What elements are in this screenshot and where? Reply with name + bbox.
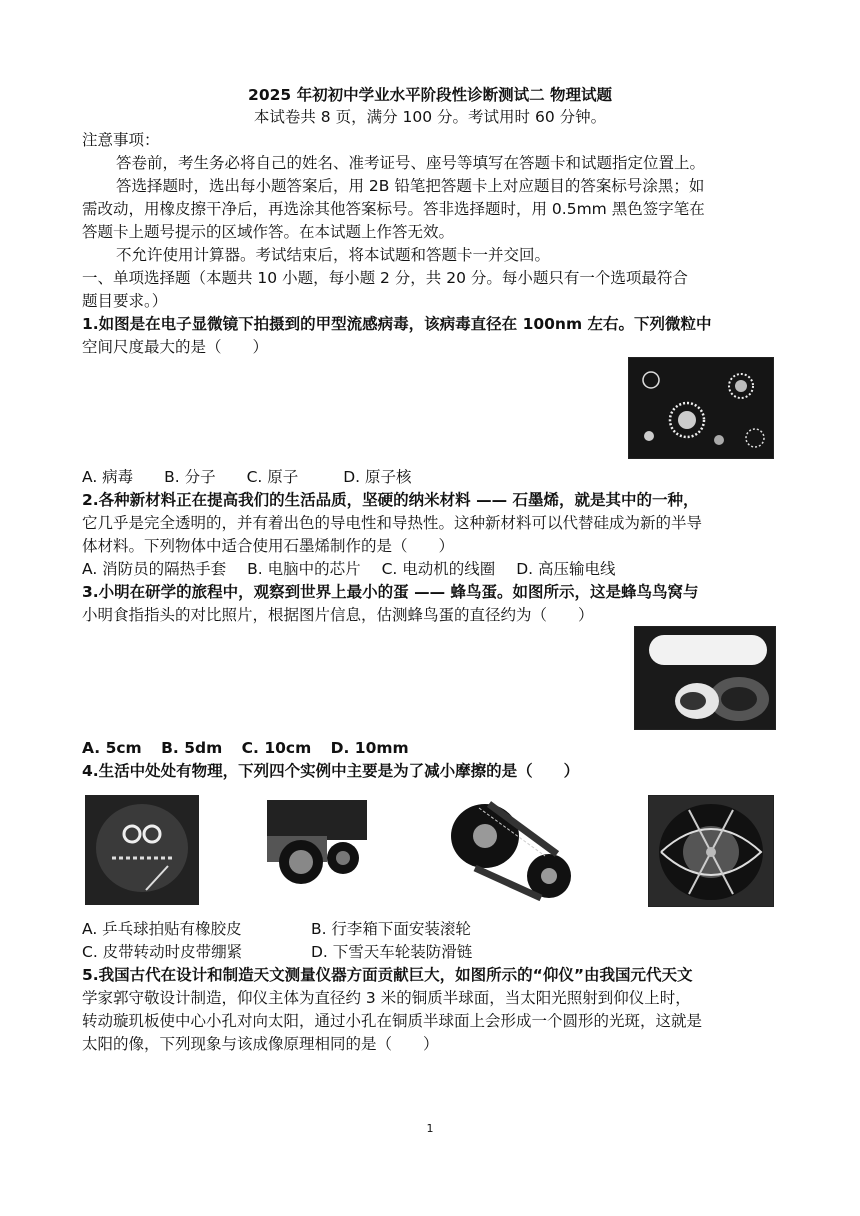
snow-chain-tire-photo-icon [648,795,774,907]
section-heading: 一、单项选择题（本题共 10 小题，每小题 2 分，共 20 分。每小题只有一个选项最符合 [82,269,688,287]
question-4-options-row-1 [82,918,471,940]
option-a[interactable]: A. 病毒 [82,468,134,486]
suitcase-wheels-photo-icon [262,795,372,897]
question-5-stem-cont: 学家郭守敬设计制造，仰仪主体为直径约 3 米的铜质半球面，当太阳光照射到仰仪上时， [82,989,691,1007]
hummingbird-nest-photo-icon [634,626,776,730]
question-5-stem-cont: 转动璇玑板使中心小孔对向太阳，通过小孔在铜质半球面上会形成一个圆形的光斑，这就是 [82,1012,703,1030]
ping-pong-paddle-drawing [86,796,198,904]
question-5-stem-cont: 太阳的像，下列现象与该成像原理相同的是（ ） [82,1035,439,1053]
snow-chain-tire-drawing [649,796,773,906]
notice-paragraph-1: 答卷前，考生务必将自己的姓名、准考证号、座号等填写在答题卡和试题指定位置上。 [116,154,706,172]
question-1-options [82,466,437,488]
notice-paragraph-2-cont: 答题卡上题号提示的区域作答。在本试题上作答无效。 [82,223,455,241]
suitcase-wheels-drawing [263,796,371,896]
option-d[interactable]: D. 10mm [330,739,409,757]
option-d[interactable]: D. 原子核 [343,468,412,486]
virus-photo-drawing [629,358,773,458]
notice-paragraph-3: 不允许使用计算器。考试结束后，将本试题和答题卡一并交回。 [116,246,551,264]
belt-drive-drawing [445,796,579,906]
option-c[interactable]: C. 电动机的线圈 [381,560,496,578]
virus-photo-icon [628,357,774,459]
ping-pong-paddle-photo-icon [85,795,199,905]
question-4-options-row-2 [82,941,472,963]
exam-subtitle: 本试卷共 8 页，满分 100 分。考试用时 60 分钟。 [253,108,607,126]
option-b[interactable]: B. 电脑中的芯片 [247,560,361,578]
option-b[interactable]: B. 5dm [161,739,223,757]
option-c[interactable]: C. 皮带转动时皮带绷紧 [82,943,243,961]
option-b[interactable]: B. 分子 [164,468,216,486]
option-d[interactable]: D. 下雪天车轮装防滑链 [310,943,473,961]
notice-paragraph-2: 答选择题时，选出每小题答案后，用 2B 铅笔把答题卡上对应题目的答案标号涂黑；如 [116,177,705,195]
question-3-stem: 3.小明在研学的旅程中，观察到世界上最小的蛋 —— 蜂鸟蛋。如图所示，这是蜂鸟鸟窝与 [82,583,699,601]
option-a[interactable]: A. 5cm [82,739,142,757]
question-1-stem-cont: 空间尺度最大的是（ ） [82,338,269,356]
notice-heading: 注意事项： [82,131,160,149]
question-2-options [82,558,641,580]
question-4-stem: 4.生活中处处有物理，下列四个实例中主要是为了减小摩擦的是（ ） [82,762,580,780]
notice-paragraph-2-cont: 需改动，用橡皮擦干净后，再选涂其他答案标号。答非选择题时，用 0.5mm 黑色签字笔在 [82,200,705,218]
question-5-stem: 5.我国古代在设计和制造天文测量仪器方面贡献巨大，如图所示的“仰仪”由我国元代天文 [82,966,693,984]
option-a[interactable]: A. 消防员的隔热手套 [82,560,227,578]
option-b[interactable]: B. 行李箱下面安装滚轮 [310,920,471,938]
belt-drive-photo-icon [444,795,580,907]
question-2-stem-cont: 体材料。下列物体中适合使用石墨烯制作的是（ ） [82,537,455,555]
exam-title: 2025 年初初中学业水平阶段性诊断测试二 物理试题 [248,86,612,104]
option-c[interactable]: C. 原子 [246,468,299,486]
question-3-stem-cont: 小明食指指头的对比照片，根据图片信息，估测蜂鸟蛋的直径约为（ ） [82,606,594,624]
question-1-stem: 1.如图是在电子显微镜下拍摄到的甲型流感病毒，该病毒直径在 100nm 左右。下列微粒中 [82,315,712,333]
page-number: 1 [426,1122,434,1135]
question-3-options [82,737,435,759]
question-2-stem: 2.各种新材料正在提高我们的生活品质，坚硬的纳米材料 —— 石墨烯，就是其中的一种， [82,491,699,509]
hummingbird-nest-drawing [635,627,775,729]
option-c[interactable]: C. 10cm [241,739,312,757]
section-heading-cont: 题目要求。） [82,292,168,310]
question-2-stem-cont: 它几乎是完全透明的，并有着出色的导电性和导热性。这种新材料可以代替硅成为新的半导 [82,514,703,532]
option-a[interactable]: A. 乒乓球拍贴有橡胶皮 [82,920,242,938]
option-d[interactable]: D. 高压输电线 [516,560,616,578]
